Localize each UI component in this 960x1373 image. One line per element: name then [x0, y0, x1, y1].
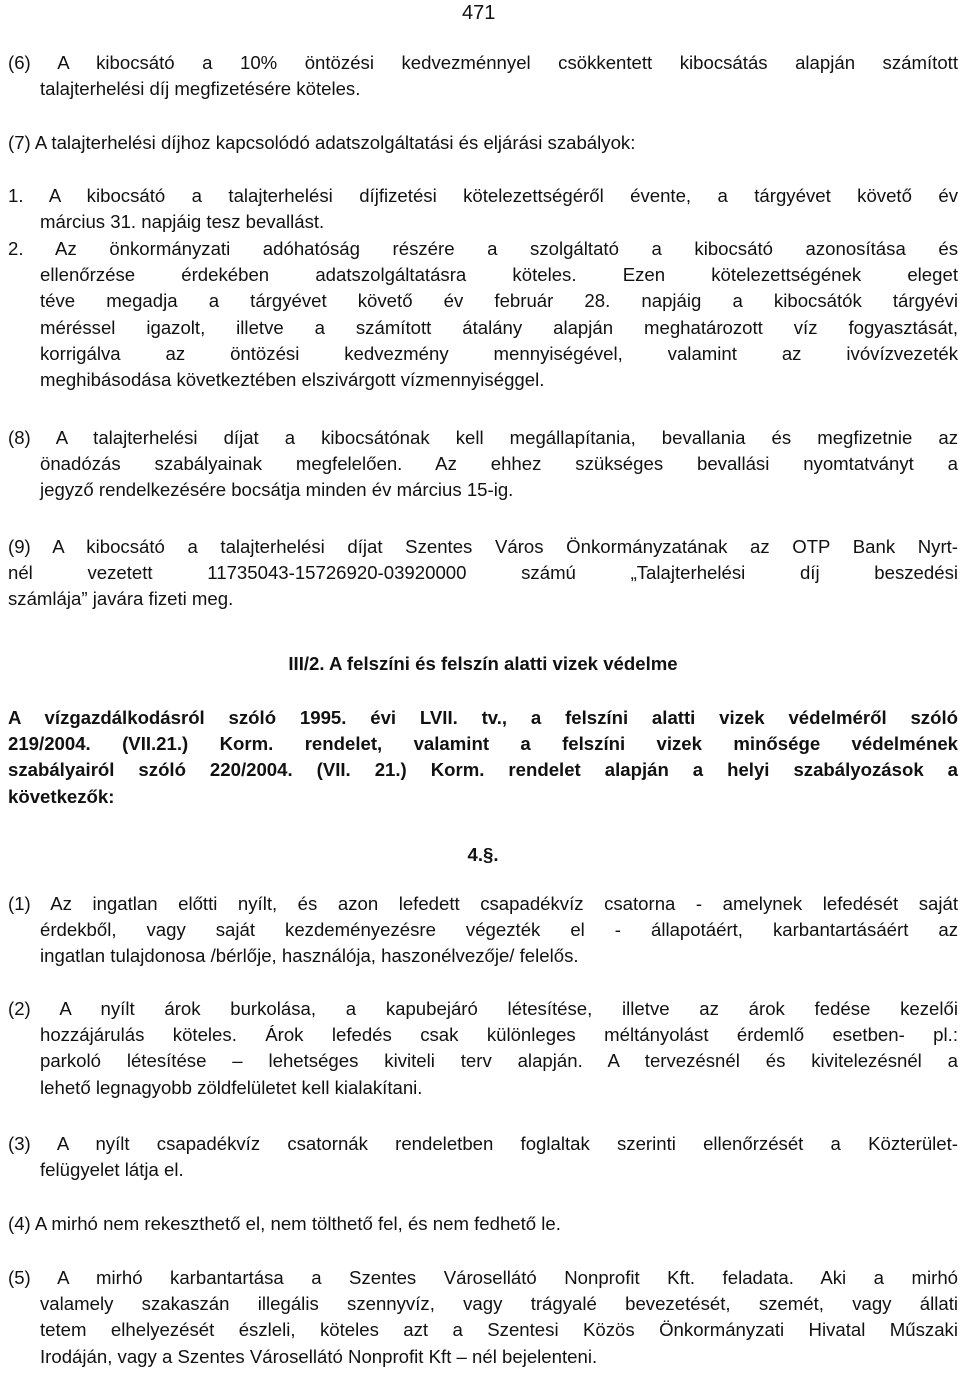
paragraph-line: Irodáján, vagy a Szentes Városellátó Nonprofit Kft – nél bejelenteni.: [40, 1345, 598, 1367]
paragraph-line: parkoló létesítése – lehetséges kiviteli terv alapján. A tervezésnél és kivitelezésnél a: [40, 1050, 958, 1072]
bold-intro: [8, 705, 958, 810]
section-3: [8, 1131, 958, 1183]
paragraph-line: szabályairól szóló 220/2004. (VII. 21.) Korm. rendelet alapján a helyi szabályozások a: [8, 759, 958, 781]
paragraph-8: [8, 425, 958, 504]
paragraph-line: számlája” javára fizeti meg.: [8, 588, 234, 610]
paragraph-line: önadózás szabályainak megfelelően. Az ehhez szükséges bevallási nyomtatványt a: [40, 453, 958, 475]
page-number: 471: [462, 2, 496, 24]
paragraph-line: tetem elhelyezését észleli, köteles azt a Szentesi Közös Önkormányzati Hivatal Műszaki: [40, 1319, 958, 1341]
paragraph-7-item-2: [8, 236, 958, 393]
paragraph-line: A vízgazdálkodásról szóló 1995. évi LVII. tv., a felszíni alatti vizek védelméről szóló: [8, 707, 958, 728]
paragraph-line: (9) A kibocsátó a talajterhelési díjat Szentes Város Önkormányzatának az OTP Bank Nyrt-: [8, 536, 958, 557]
section-5: [8, 1265, 958, 1370]
paragraph-line: (7) A talajterhelési díjhoz kapcsolódó adatszolgáltatási és eljárási szabályok:: [8, 132, 636, 153]
article-number: 4.§.: [467, 844, 499, 865]
paragraph-line: (3) A nyílt csapadékvíz csatornák rendeletben foglaltak szerinti ellenőrzését a Közterület-: [8, 1133, 958, 1154]
paragraph-line: 2. Az önkormányzati adóhatóság részére a szolgáltató a kibocsátó azonosítása és: [8, 238, 958, 259]
paragraph-line: méréssel igazolt, illetve a számított átalány alapján meghatározott víz fogyasztását,: [40, 316, 958, 338]
paragraph-line: (4) A mirhó nem rekeszthető el, nem tölthető fel, és nem fedhető le.: [8, 1213, 561, 1234]
paragraph-9: [8, 534, 958, 613]
paragraph-line: talajterhelési díj megfizetésére köteles.: [40, 78, 361, 100]
section-1: [8, 891, 958, 970]
paragraph-line: nél vezetett 11735043-15726920-03920000 számú „Talajterhelési díj beszedési: [8, 562, 958, 584]
paragraph-line: téve megadja a tárgyévet követő év február 28. napjáig a kibocsátók tárgyévi: [40, 290, 958, 312]
paragraph-line: következők:: [8, 785, 115, 807]
paragraph-line: március 31. napjáig tesz bevallást.: [40, 211, 325, 233]
section-title: III/2. A felszíni és felszín alatti vizek védelme: [288, 653, 678, 674]
paragraph-line: ellenőrzése érdekében adatszolgáltatásra köteles. Ezen kötelezettségének eleget: [40, 264, 958, 286]
paragraph-line: felügyelet látja el.: [40, 1159, 184, 1181]
paragraph-7-item-1: [8, 183, 958, 235]
paragraph-line: valamely szakaszán illegális szennyvíz, vagy trágyalé bevezetését, szemét, vagy állati: [40, 1293, 958, 1315]
paragraph-line: jegyző rendelkezésére bocsátja minden év március 15-ig.: [40, 479, 514, 501]
paragraph-line: (6) A kibocsátó a 10% öntözési kedvezménnyel csökkentett kibocsátás alapján számított: [8, 52, 958, 73]
paragraph-line: korrigálva az öntözési kedvezmény mennyiségével, valamint az ivóvízvezeték: [40, 342, 958, 364]
paragraph-line: érdekből, vagy saját kezdeményezésre végezték el - állapotáért, karbantartásáért az: [40, 919, 958, 941]
paragraph-line: meghibásodása következtében elszivárgott vízmennyiséggel.: [40, 369, 545, 391]
section-2: [8, 996, 958, 1101]
paragraph-line: hozzájárulás köteles. Árok lefedés csak különleges méltányolást érdemlő esetben- pl.:: [40, 1024, 958, 1046]
section-4: [8, 1211, 958, 1237]
paragraph-7-heading: [8, 130, 958, 156]
paragraph-line: (1) Az ingatlan előtti nyílt, és azon lefedett csapadékvíz csatorna - amelynek lefedését saját: [8, 893, 958, 914]
paragraph-line: 219/2004. (VII.21.) Korm. rendelet, valamint a felszíni vizek minősége védelmének: [8, 733, 958, 755]
paragraph-line: (8) A talajterhelési díjat a kibocsátónak kell megállapítania, bevallania és megfizetnie az: [8, 427, 958, 448]
paragraph-line: lehető legnagyobb zöldfelületet kell kialakítani.: [40, 1076, 423, 1098]
paragraph-6: [8, 50, 958, 102]
paragraph-line: (2) A nyílt árok burkolása, a kapubejáró létesítése, illetve az árok fedése kezelői: [8, 998, 958, 1019]
paragraph-line: 1. A kibocsátó a talajterhelési díjfizetési kötelezettségéről évente, a tárgyévet követő év: [8, 185, 958, 206]
paragraph-line: (5) A mirhó karbantartása a Szentes Városellátó Nonprofit Kft. feladata. Aki a mirhó: [8, 1267, 958, 1288]
paragraph-line: ingatlan tulajdonosa /bérlője, használója, haszonélvezője/ felelős.: [40, 945, 579, 967]
